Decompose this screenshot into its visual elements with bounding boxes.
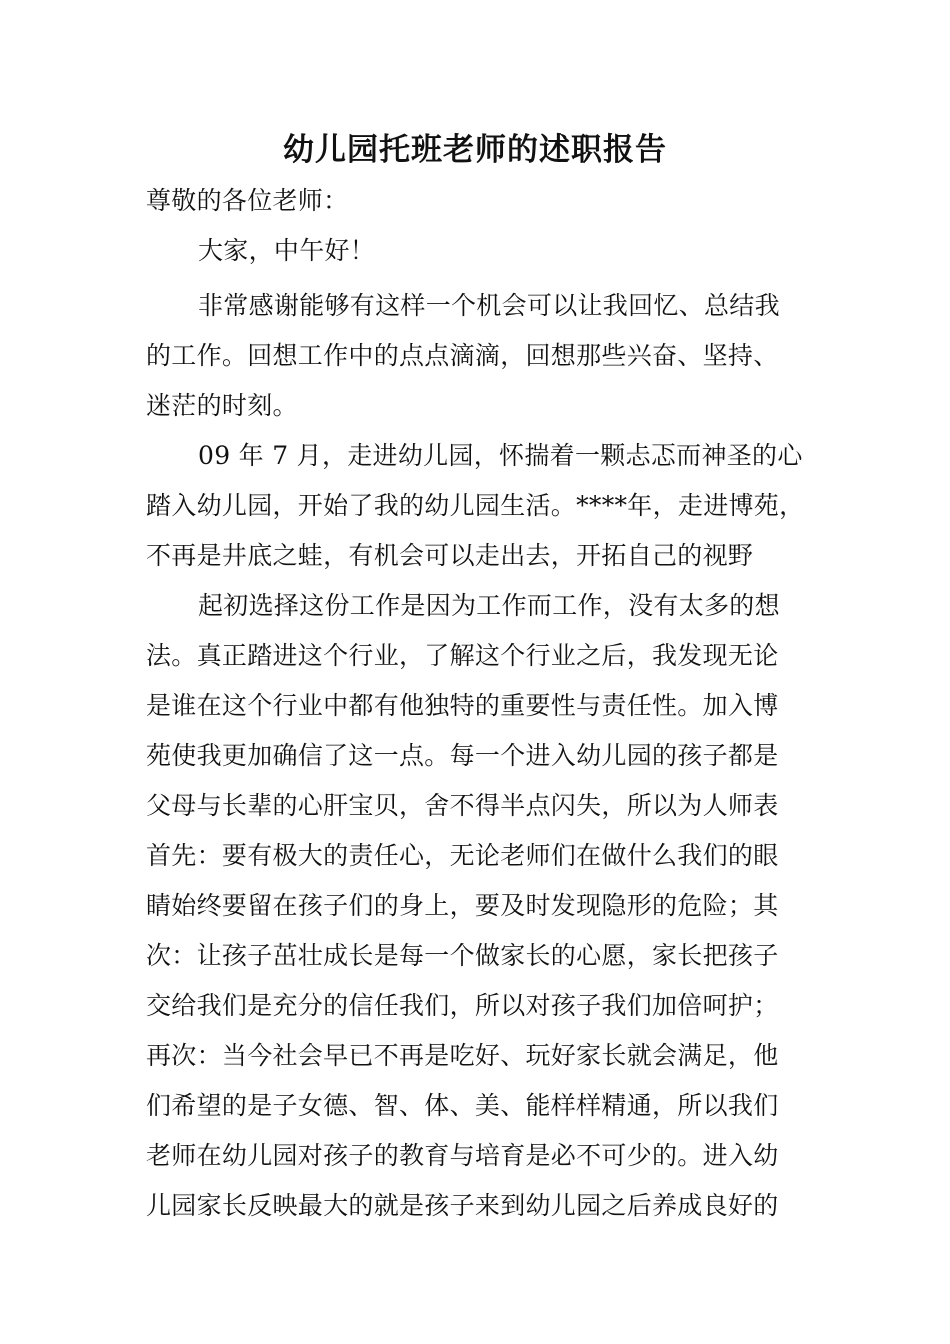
paragraph-line: 父母与长辈的心肝宝贝，舍不得半点闪失，所以为人师表 <box>146 791 779 820</box>
paragraph-line: 法。真正踏进这个行业，了解这个行业之后，我发现无论 <box>146 641 779 670</box>
greeting: 大家，中午好！ <box>198 236 376 265</box>
paragraph-line: 苑使我更加确信了这一点。每一个进入幼儿园的孩子都是 <box>146 741 779 770</box>
paragraph-line: 儿园家长反映最大的就是孩子来到幼儿园之后养成良好的 <box>146 1191 779 1220</box>
paragraph-line: 再次：当今社会早已不再是吃好、玩好家长就会满足，他 <box>146 1041 779 1070</box>
paragraph-line: 睛始终要留在孩子们的身上，要及时发现隐形的危险；其 <box>146 891 779 920</box>
paragraph-line: 踏入幼儿园，开始了我的幼儿园生活。****年，走进博苑， <box>146 491 805 520</box>
paragraph-line: 是谁在这个行业中都有他独特的重要性与责任性。加入博 <box>146 691 779 720</box>
paragraph-line: 老师在幼儿园对孩子的教育与培育是必不可少的。进入幼 <box>146 1141 779 1170</box>
salutation: 尊敬的各位老师： <box>146 186 349 215</box>
paragraph-line: 次：让孩子茁壮成长是每一个做家长的心愿，家长把孩子 <box>146 941 779 970</box>
paragraph-line: 迷茫的时刻。 <box>146 391 298 420</box>
paragraph-line: 的工作。回想工作中的点点滴滴，回想那些兴奋、坚持、 <box>146 341 779 370</box>
document-title: 幼儿园托班老师的述职报告 <box>283 132 667 168</box>
paragraph-line: 起初选择这份工作是因为工作而工作，没有太多的想 <box>198 591 780 620</box>
document-body <box>146 176 826 1231</box>
paragraph-line: 交给我们是充分的信任我们，所以对孩子我们加倍呵护； <box>146 991 779 1020</box>
paragraph-line: 非常感谢能够有这样一个机会可以让我回忆、总结我 <box>198 291 780 320</box>
paragraph-line: 首先：要有极大的责任心，无论老师们在做什么我们的眼 <box>146 841 779 870</box>
paragraph-line: 09 年 7 月，走进幼儿园，怀揣着一颗忐忑而神圣的心 <box>198 441 803 470</box>
paragraph-line: 们希望的是子女德、智、体、美、能样样精通，所以我们 <box>146 1091 779 1120</box>
paragraph-line: 不再是井底之蛙，有机会可以走出去，开拓自己的视野 <box>146 541 754 570</box>
